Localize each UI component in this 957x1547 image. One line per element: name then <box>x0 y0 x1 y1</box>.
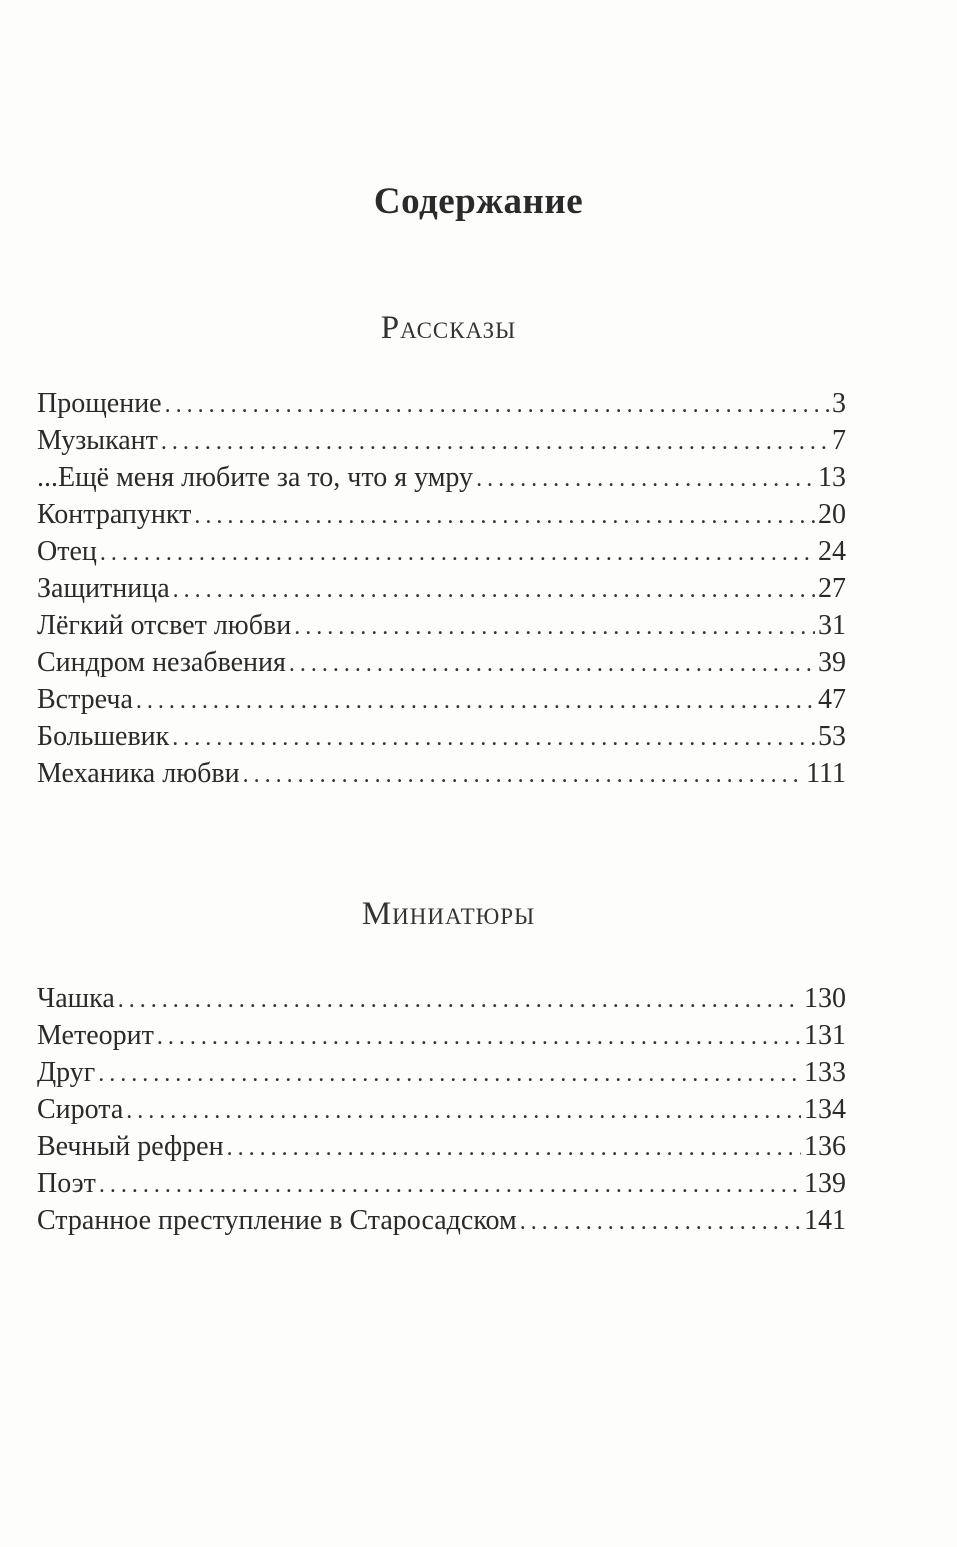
toc-entry-page: 53 <box>818 721 846 752</box>
toc-entry-page: 133 <box>804 1057 846 1088</box>
toc-entry-page: 130 <box>804 983 846 1014</box>
dot-leader <box>173 572 815 609</box>
toc-entry-page: 24 <box>818 536 846 567</box>
toc-entry[interactable] <box>37 1202 846 1239</box>
dot-leader <box>126 1093 801 1130</box>
dot-leader <box>99 1167 801 1204</box>
toc-entry-title: Чашка <box>37 983 115 1014</box>
dot-leader <box>165 387 829 424</box>
toc-entry[interactable] <box>37 1128 846 1165</box>
toc-entry-page: 13 <box>818 462 846 493</box>
dot-leader <box>243 757 804 794</box>
toc-entry-title: Музыкант <box>37 425 158 456</box>
dot-leader <box>227 1130 801 1167</box>
dot-leader <box>289 646 815 683</box>
dot-leader <box>118 982 801 1019</box>
dot-leader <box>136 683 815 720</box>
toc-list-stories <box>37 385 846 792</box>
page-title: Содержание <box>373 181 584 222</box>
toc-entry-title: Встреча <box>37 684 133 715</box>
dot-leader <box>98 1056 801 1093</box>
toc-entry[interactable] <box>37 570 846 607</box>
toc-entry[interactable] <box>37 496 846 533</box>
dot-leader <box>157 1019 801 1056</box>
toc-entry-title: ...Ещё меня любите за то, что я умру <box>37 462 474 493</box>
toc-entry-title: Лёгкий отсвет любви <box>37 610 292 641</box>
toc-entry[interactable] <box>37 1017 846 1054</box>
toc-entry-title: Сирота <box>37 1094 124 1125</box>
toc-entry-page: 141 <box>804 1205 846 1236</box>
toc-entry-title: Странное преступление в Старосадском <box>37 1205 517 1236</box>
toc-entry[interactable] <box>37 644 846 681</box>
toc-entry-title: Вечный рефрен <box>37 1131 224 1162</box>
toc-entry[interactable] <box>37 1165 846 1202</box>
toc-entry-page: 134 <box>804 1094 846 1125</box>
toc-entry-page: 31 <box>818 610 846 641</box>
dot-leader <box>194 498 815 535</box>
toc-entry-page: 111 <box>806 758 846 789</box>
dot-leader <box>100 535 815 572</box>
toc-entry[interactable] <box>37 422 846 459</box>
toc-entry-title: Синдром незабвения <box>37 647 286 678</box>
toc-entry[interactable] <box>37 607 846 644</box>
toc-entry[interactable] <box>37 980 846 1017</box>
toc-entry-page: 136 <box>804 1131 846 1162</box>
toc-entry-page: 27 <box>818 573 846 604</box>
toc-entry-page: 20 <box>818 499 846 530</box>
dot-leader <box>476 461 815 498</box>
dot-leader <box>172 720 815 757</box>
toc-entry-page: 131 <box>804 1020 846 1051</box>
toc-entry-page: 3 <box>832 388 846 419</box>
toc-entry-title: Большевик <box>37 721 170 752</box>
toc-entry[interactable] <box>37 533 846 570</box>
toc-entry[interactable] <box>37 718 846 755</box>
toc-entry[interactable] <box>37 1091 846 1128</box>
toc-entry[interactable] <box>37 385 846 422</box>
section-heading-miniatures: Миниатюры <box>361 896 536 932</box>
toc-entry-title: Поэт <box>37 1168 96 1199</box>
toc-entry-title: Отец <box>37 536 97 567</box>
dot-leader <box>294 609 815 646</box>
toc-entry[interactable] <box>37 755 846 792</box>
toc-list-miniatures <box>37 980 846 1239</box>
section-heading-stories: Рассказы <box>380 310 517 346</box>
toc-entry[interactable] <box>37 681 846 718</box>
dot-leader <box>161 424 829 461</box>
toc-entry-page: 7 <box>832 425 846 456</box>
toc-entry-page: 139 <box>804 1168 846 1199</box>
toc-entry-title: Контрапункт <box>37 499 192 530</box>
toc-entry[interactable] <box>37 459 846 496</box>
toc-entry-page: 47 <box>818 684 846 715</box>
toc-entry-page: 39 <box>818 647 846 678</box>
toc-entry-title: Друг <box>37 1057 96 1088</box>
dot-leader <box>520 1204 801 1241</box>
toc-entry-title: Защитница <box>37 573 170 604</box>
toc-entry-title: Механика любви <box>37 758 240 789</box>
toc-entry-title: Прощение <box>37 388 162 419</box>
toc-entry[interactable] <box>37 1054 846 1091</box>
toc-entry-title: Метеорит <box>37 1020 154 1051</box>
